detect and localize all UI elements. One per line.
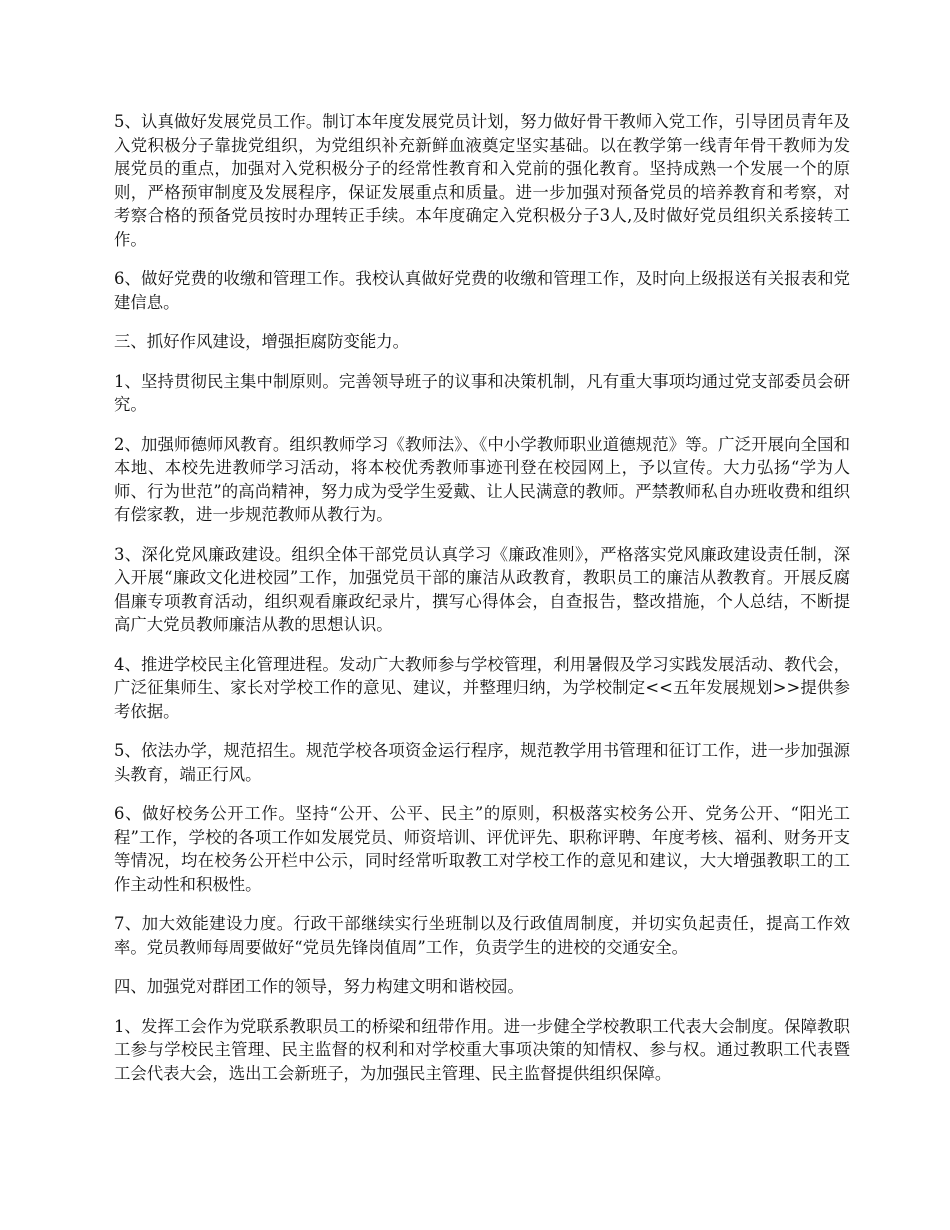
paragraph-democratic-management: 4、推进学校民主化管理进程。发动广大教师参与学校管理，利用暑假及学习实践发展活动、教代会，广泛征集师生、家长对学校工作的意见、建议，并整理归纳，为学校制定<<五年发展规划>>提供参考依据。: [114, 654, 850, 721]
paragraph-teacher-ethics: 2、加强师德师风教育。组织教师学习《教师法》、《中小学教师职业道德规范》等。广泛开展向全国和本地、本校先进教师学习活动，将本校优秀教师事迹刊登在校园网上，予以宣传。大力弘扬“学为人师、行为世范”的高尚精神，努力成为受学生爱戴、让人民满意的教师。严禁教师私自办班收费和组织有偿家教，进一步规范教师从教行为。: [114, 434, 850, 524]
section-heading-mass-organizations: 四、加强党对群团工作的领导，努力构建文明和谐校园。: [114, 977, 524, 996]
paragraph-trade-union: 1、发挥工会作为党联系教职员工的桥梁和纽带作用。进一步健全学校教职工代表大会制度。保障教职工参与学校民主管理、民主监督的权利和对学校重大事项决策的知情权、参与权。通过教职工代表暨工会代表大会，选出工会新班子，为加强民主管理、民主监督提供组织保障。: [114, 1016, 850, 1083]
paragraph-democratic-centralism: 1、坚持贯彻民主集中制原则。完善领导班子的议事和决策机制，凡有重大事项均通过党支部委员会研究。: [114, 371, 850, 414]
section-heading-work-style: 三、抓好作风建设，增强拒腐防变能力。: [114, 332, 410, 351]
paragraph-party-dues: 6、做好党费的收缴和管理工作。我校认真做好党费的收缴和管理工作，及时向上级报送有关报表和党建信息。: [114, 269, 850, 312]
paragraph-recruit-members: 5、认真做好发展党员工作。制订本年度发展党员计划，努力做好骨干教师入党工作，引导团员青年及入党积极分子靠拢党组织，为党组织补充新鲜血液奠定坚实基础。以在教学第一线青年骨干教师为发展党员的重点，加强对入党积极分子的经常性教育和入党前的强化教育。坚持成熟一个发展一个的原则，严格预审制度及发展程序，保证发展重点和质量。进一步加强对预备党员的培养教育和考察，对考察合格的预备党员按时办理转正手续。本年度确定入党积极分子3人,及时做好党员组织关系接转工作。: [114, 112, 850, 249]
paragraph-clean-governance: 3、深化党风廉政建设。组织全体干部党员认真学习《廉政准则》，严格落实党风廉政建设责任制，深入开展“廉政文化进校园”工作，加强党员干部的廉洁从政教育，教职员工的廉洁从教教育。开展反腐倡廉专项教育活动，组织观看廉政纪录片，撰写心得体会，自查报告，整改措施，个人总结，不断提高广大党员教师廉洁从教的思想认识。: [114, 544, 850, 634]
document-body: [114, 110, 850, 1101]
paragraph-law-based-schooling: 5、依法办学，规范招生。规范学校各项资金运行程序，规范教学用书管理和征订工作，进一步加强源头教育，端正行风。: [114, 741, 850, 784]
paragraph-school-affairs-disclosure: 6、做好校务公开工作。坚持“公开、公平、民主”的原则，积极落实校务公开、党务公开、“阳光工程”工作，学校的各项工作如发展党员、师资培训、评优评先、职称评聘、年度考核、福利、财务开支等情况，均在校务公开栏中公示，同时经常听取教工对学校工作的意见和建议，大大增强教职工的工作主动性和积极性。: [114, 804, 850, 894]
paragraph-efficiency-building: 7、加大效能建设力度。行政干部继续实行坐班制以及行政值周制度，并切实负起责任，提高工作效率。党员教师每周要做好“党员先锋岗值周”工作，负责学生的进校的交通安全。: [114, 914, 850, 957]
